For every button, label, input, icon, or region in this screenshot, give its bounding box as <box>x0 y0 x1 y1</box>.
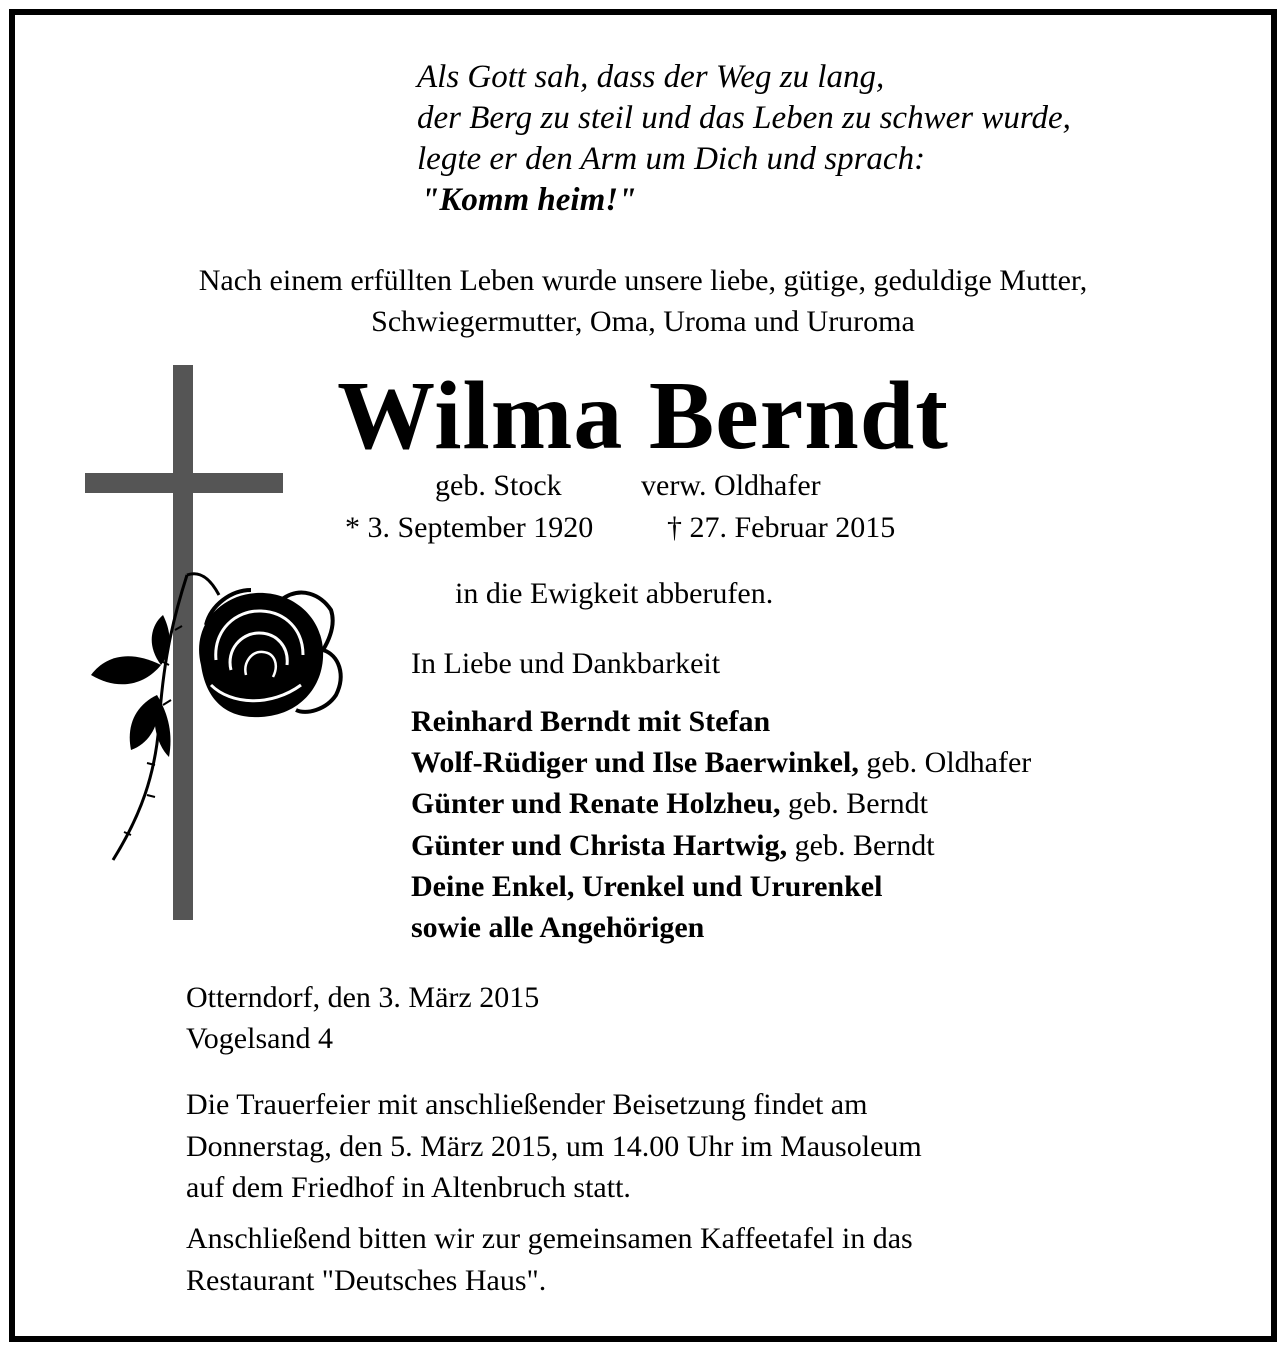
mourner-entry: Deine Enkel, Urenkel und Ururenkel <box>411 870 883 903</box>
called-to-eternity: in die Ewigkeit abberufen. <box>455 577 774 610</box>
service-line-2: Donnerstag, den 5. März 2015, um 14.00 Uhr im Mausoleum <box>186 1130 922 1163</box>
widowed-name: verw. Oldhafer <box>641 469 821 502</box>
birth-date: * 3. September 1920 <box>345 511 594 544</box>
service-line-4: Anschließend bitten wir zur gemeinsamen Kaffeetafel in das <box>186 1222 913 1255</box>
place-date: Otterndorf, den 3. März 2015 <box>186 981 540 1014</box>
service-line-3: auf dem Friedhof in Altenbruch statt. <box>186 1171 631 1204</box>
death-date: † 27. Februar 2015 <box>667 511 896 544</box>
mourner-entry: Günter und Renate Holzheu, geb. Berndt <box>411 787 928 820</box>
service-line-5: Restaurant "Deutsches Haus". <box>186 1264 547 1297</box>
obituary-notice <box>9 9 1277 1342</box>
mourners-heading: In Liebe und Dankbarkeit <box>411 647 721 680</box>
cross-with-rose-icon <box>51 365 361 935</box>
poem-line-4: "Komm heim!" <box>421 182 637 218</box>
deceased-name: Wilma Berndt <box>337 362 949 470</box>
mourner-entry: sowie alle Angehörigen <box>411 911 705 944</box>
birth-name: geb. Stock <box>435 469 562 502</box>
poem-line-3: legte er den Arm um Dich und sprach: <box>417 141 926 177</box>
intro-line-2: Schwiegermutter, Oma, Uroma und Ururoma <box>371 305 915 338</box>
poem-line-2: der Berg zu steil und das Leben zu schwer wurde, <box>417 100 1071 136</box>
service-line-1: Die Trauerfeier mit anschließender Beisetzung findet am <box>186 1088 868 1121</box>
mourner-entry: Günter und Christa Hartwig, geb. Berndt <box>411 829 935 862</box>
mourner-entry: Wolf-Rüdiger und Ilse Baerwinkel, geb. Oldhafer <box>411 746 1032 779</box>
poem-line-1: Als Gott sah, dass der Weg zu lang, <box>417 59 885 95</box>
intro-line-1: Nach einem erfüllten Leben wurde unsere liebe, gütige, geduldige Mutter, <box>198 264 1088 297</box>
address: Vogelsand 4 <box>186 1022 333 1055</box>
mourner-entry: Reinhard Berndt mit Stefan <box>411 705 771 738</box>
